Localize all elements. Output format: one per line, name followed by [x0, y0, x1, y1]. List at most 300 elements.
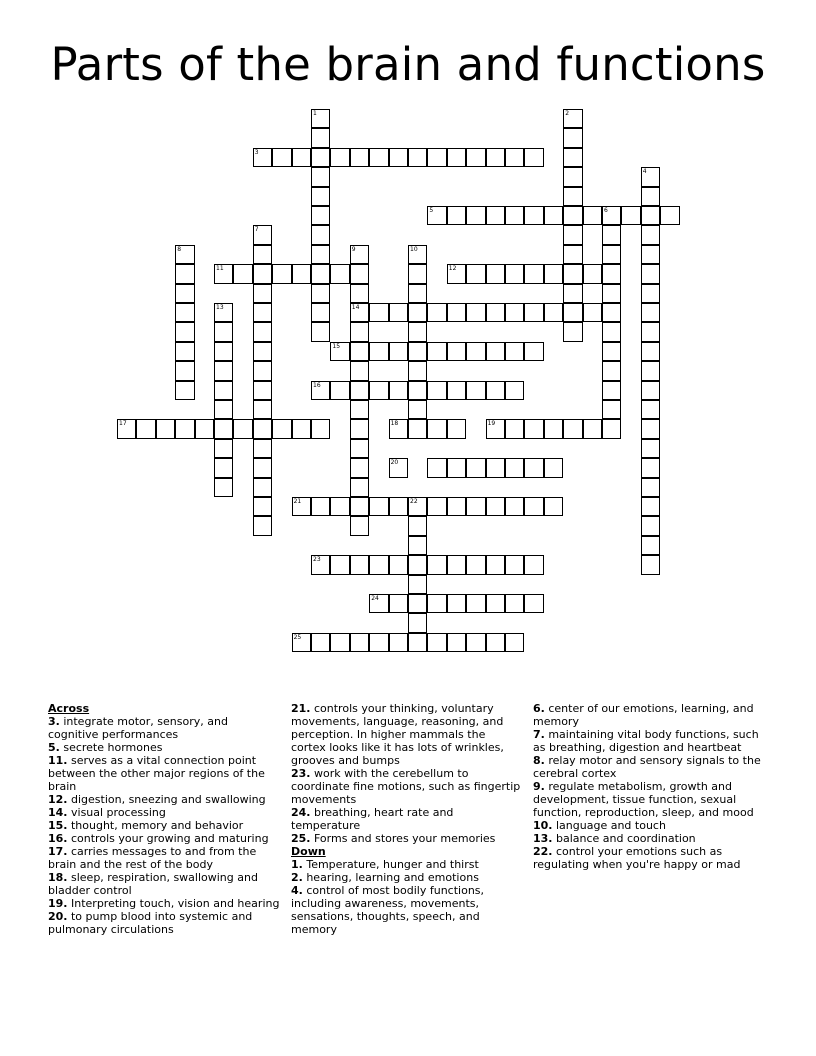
grid-cell[interactable] [389, 303, 408, 322]
grid-cell[interactable] [505, 342, 524, 361]
grid-cell[interactable] [350, 322, 369, 341]
grid-cell[interactable] [583, 303, 602, 322]
grid-cell[interactable] [447, 148, 466, 167]
grid-cell[interactable] [311, 245, 330, 264]
grid-cell[interactable] [563, 187, 582, 206]
grid-cell[interactable] [427, 303, 446, 322]
grid-cell[interactable] [486, 594, 505, 613]
grid-cell[interactable] [136, 419, 155, 438]
grid-cell[interactable] [602, 225, 621, 244]
grid-cell[interactable] [253, 148, 272, 167]
clue-item [48, 910, 280, 936]
grid-cell[interactable] [524, 342, 543, 361]
grid-cell[interactable] [641, 478, 660, 497]
grid-cell[interactable] [350, 516, 369, 535]
clue-item [48, 793, 280, 806]
grid-cell[interactable] [311, 497, 330, 516]
grid-cell[interactable] [350, 361, 369, 380]
grid-cell[interactable] [641, 516, 660, 535]
grid-cell[interactable] [330, 342, 349, 361]
grid-cell[interactable] [369, 633, 388, 652]
clue-number-label: 7. [533, 728, 545, 741]
grid-cell[interactable] [641, 439, 660, 458]
clue-number-label: 10. [533, 819, 553, 832]
grid-cell[interactable] [466, 497, 485, 516]
grid-cell[interactable] [330, 264, 349, 283]
grid-cell[interactable] [641, 303, 660, 322]
grid-cell[interactable] [292, 497, 311, 516]
grid-cell[interactable] [350, 439, 369, 458]
grid-cell[interactable] [505, 206, 524, 225]
grid-cell[interactable] [427, 497, 446, 516]
grid-cell[interactable] [563, 206, 582, 225]
grid-cell[interactable] [505, 303, 524, 322]
grid-cell[interactable] [563, 284, 582, 303]
grid-cell[interactable] [311, 167, 330, 186]
grid-cell[interactable] [350, 284, 369, 303]
grid-cell[interactable] [330, 633, 349, 652]
grid-cell[interactable] [427, 458, 446, 477]
grid-cell[interactable] [253, 497, 272, 516]
grid-cell[interactable] [602, 206, 621, 225]
grid-cell[interactable] [214, 400, 233, 419]
grid-cell[interactable] [524, 264, 543, 283]
grid-cell[interactable] [311, 322, 330, 341]
grid-cell[interactable] [486, 633, 505, 652]
clue-number-label: 19. [48, 897, 68, 910]
grid-cell[interactable] [408, 419, 427, 438]
grid-cell[interactable] [350, 342, 369, 361]
grid-cell[interactable] [408, 594, 427, 613]
grid-cell[interactable] [486, 458, 505, 477]
grid-cell[interactable] [253, 400, 272, 419]
grid-cell[interactable] [272, 419, 291, 438]
grid-cell[interactable] [408, 342, 427, 361]
grid-cell[interactable] [544, 419, 563, 438]
grid-cell[interactable] [563, 245, 582, 264]
grid-cell[interactable] [175, 322, 194, 341]
grid-cell[interactable] [486, 148, 505, 167]
grid-cell[interactable] [292, 633, 311, 652]
grid-cell[interactable] [466, 381, 485, 400]
grid-cell[interactable] [602, 284, 621, 303]
grid-cell[interactable] [505, 594, 524, 613]
grid-cell[interactable] [486, 497, 505, 516]
grid-cell[interactable] [253, 342, 272, 361]
grid-cell[interactable] [408, 303, 427, 322]
clue-text: Forms and stores your memories [310, 832, 496, 845]
grid-cell[interactable] [408, 322, 427, 341]
grid-cell[interactable] [175, 419, 194, 438]
grid-cell[interactable] [524, 458, 543, 477]
grid-cell[interactable] [214, 322, 233, 341]
grid-cell[interactable] [408, 497, 427, 516]
clue-item [291, 702, 523, 767]
grid-cell[interactable] [486, 555, 505, 574]
grid-cell[interactable] [350, 458, 369, 477]
grid-cell[interactable] [311, 633, 330, 652]
grid-cell[interactable] [350, 478, 369, 497]
grid-cell[interactable] [350, 303, 369, 322]
grid-cell[interactable] [311, 381, 330, 400]
grid-cell[interactable] [486, 303, 505, 322]
grid-cell[interactable] [408, 575, 427, 594]
grid-cell[interactable] [466, 555, 485, 574]
grid-cell[interactable] [330, 555, 349, 574]
grid-cell[interactable] [447, 458, 466, 477]
grid-cell[interactable] [408, 264, 427, 283]
grid-cell[interactable] [466, 303, 485, 322]
clue-number-label: 3. [48, 715, 60, 728]
grid-cell[interactable] [602, 419, 621, 438]
grid-cell[interactable] [524, 594, 543, 613]
grid-cell[interactable] [389, 342, 408, 361]
grid-cell[interactable] [660, 206, 679, 225]
clue-text: carries messages to and from the brain and the rest of the body [48, 845, 257, 871]
grid-cell[interactable] [272, 264, 291, 283]
grid-cell[interactable] [583, 264, 602, 283]
clue-number-label: 1. [291, 858, 303, 871]
grid-cell[interactable] [214, 381, 233, 400]
grid-cell[interactable] [447, 303, 466, 322]
grid-cell[interactable] [641, 342, 660, 361]
grid-cell[interactable] [214, 303, 233, 322]
grid-cell[interactable] [175, 284, 194, 303]
grid-cell[interactable] [505, 264, 524, 283]
clue-text: integrate motor, sensory, and cognitive performances [48, 715, 228, 741]
grid-cell[interactable] [253, 381, 272, 400]
clue-text: secrete hormones [59, 741, 163, 754]
grid-cell[interactable] [369, 303, 388, 322]
grid-cell[interactable] [214, 342, 233, 361]
grid-cell[interactable] [350, 400, 369, 419]
grid-cell[interactable] [602, 381, 621, 400]
grid-cell[interactable] [505, 497, 524, 516]
clue-number-label: 22. [533, 845, 553, 858]
grid-cell[interactable] [389, 419, 408, 438]
grid-cell[interactable] [117, 419, 136, 438]
clue-number: 6 [604, 207, 608, 214]
grid-cell[interactable] [505, 633, 524, 652]
clue-item [533, 702, 773, 728]
grid-cell[interactable] [311, 128, 330, 147]
clue-item [291, 832, 523, 845]
grid-cell[interactable] [369, 148, 388, 167]
grid-cell[interactable] [272, 148, 291, 167]
grid-cell[interactable] [408, 555, 427, 574]
grid-cell[interactable] [447, 594, 466, 613]
grid-cell[interactable] [253, 419, 272, 438]
grid-cell[interactable] [350, 419, 369, 438]
grid-cell[interactable] [311, 148, 330, 167]
grid-cell[interactable] [311, 303, 330, 322]
grid-cell[interactable] [253, 458, 272, 477]
grid-cell[interactable] [214, 264, 233, 283]
grid-cell[interactable] [583, 419, 602, 438]
grid-cell[interactable] [408, 400, 427, 419]
grid-cell[interactable] [563, 419, 582, 438]
grid-cell[interactable] [641, 400, 660, 419]
grid-cell[interactable] [641, 555, 660, 574]
grid-cell[interactable] [544, 458, 563, 477]
grid-cell[interactable] [292, 264, 311, 283]
clue-number-label: 6. [533, 702, 545, 715]
clue-item [48, 741, 280, 754]
grid-cell[interactable] [602, 322, 621, 341]
grid-cell[interactable] [253, 225, 272, 244]
grid-cell[interactable] [466, 264, 485, 283]
clue-number-label: 21. [291, 702, 311, 715]
grid-cell[interactable] [408, 284, 427, 303]
clue-number-label: 8. [533, 754, 545, 767]
grid-cell[interactable] [524, 497, 543, 516]
grid-cell[interactable] [427, 594, 446, 613]
grid-cell[interactable] [602, 264, 621, 283]
grid-cell[interactable] [563, 322, 582, 341]
grid-cell[interactable] [253, 322, 272, 341]
grid-cell[interactable] [563, 264, 582, 283]
grid-cell[interactable] [292, 148, 311, 167]
grid-cell[interactable] [253, 264, 272, 283]
grid-cell[interactable] [466, 594, 485, 613]
grid-cell[interactable] [311, 109, 330, 128]
grid-cell[interactable] [389, 458, 408, 477]
grid-cell[interactable] [408, 516, 427, 535]
grid-cell[interactable] [175, 264, 194, 283]
grid-cell[interactable] [447, 555, 466, 574]
clue-item [291, 884, 523, 936]
grid-cell[interactable] [524, 555, 543, 574]
grid-cell[interactable] [292, 419, 311, 438]
grid-cell[interactable] [602, 342, 621, 361]
grid-cell[interactable] [641, 167, 660, 186]
grid-cell[interactable] [641, 497, 660, 516]
clue-item [291, 806, 523, 832]
grid-cell[interactable] [447, 342, 466, 361]
clues-column-2 [291, 702, 523, 936]
grid-cell[interactable] [524, 148, 543, 167]
grid-cell[interactable] [486, 419, 505, 438]
grid-cell[interactable] [602, 400, 621, 419]
grid-cell[interactable] [408, 361, 427, 380]
grid-cell[interactable] [486, 206, 505, 225]
grid-cell[interactable] [641, 536, 660, 555]
grid-cell[interactable] [583, 206, 602, 225]
grid-cell[interactable] [408, 536, 427, 555]
grid-cell[interactable] [389, 633, 408, 652]
grid-cell[interactable] [214, 419, 233, 438]
grid-cell[interactable] [156, 419, 175, 438]
grid-cell[interactable] [350, 245, 369, 264]
grid-cell[interactable] [641, 419, 660, 438]
grid-cell[interactable] [253, 439, 272, 458]
grid-cell[interactable] [563, 148, 582, 167]
grid-cell[interactable] [233, 264, 252, 283]
grid-cell[interactable] [641, 206, 660, 225]
grid-cell[interactable] [505, 381, 524, 400]
grid-cell[interactable] [447, 633, 466, 652]
clue-number-label: 4. [291, 884, 303, 897]
grid-cell[interactable] [486, 381, 505, 400]
grid-cell[interactable] [641, 381, 660, 400]
grid-cell[interactable] [563, 128, 582, 147]
grid-cell[interactable] [350, 497, 369, 516]
grid-cell[interactable] [447, 206, 466, 225]
clue-number-label: 11. [48, 754, 68, 767]
grid-cell[interactable] [602, 245, 621, 264]
grid-cell[interactable] [175, 361, 194, 380]
grid-cell[interactable] [447, 381, 466, 400]
grid-cell[interactable] [369, 594, 388, 613]
grid-cell[interactable] [563, 167, 582, 186]
grid-cell[interactable] [175, 342, 194, 361]
clue-number: 17 [119, 420, 127, 428]
clue-number: 9 [351, 245, 356, 253]
grid-cell[interactable] [641, 225, 660, 244]
clue-number: 2 [565, 110, 570, 117]
grid-cell[interactable] [427, 633, 446, 652]
grid-cell[interactable] [214, 458, 233, 477]
grid-cell[interactable] [427, 148, 446, 167]
grid-cell[interactable] [602, 361, 621, 380]
grid-cell[interactable] [544, 264, 563, 283]
grid-cell[interactable] [427, 555, 446, 574]
grid-cell[interactable] [389, 594, 408, 613]
grid-cell[interactable] [253, 361, 272, 380]
grid-cell[interactable] [563, 303, 582, 322]
grid-cell[interactable] [253, 284, 272, 303]
grid-cell[interactable] [175, 245, 194, 264]
clue-text: visual processing [67, 806, 166, 819]
grid-cell[interactable] [621, 206, 640, 225]
grid-cell[interactable] [253, 245, 272, 264]
grid-cell[interactable] [408, 245, 427, 264]
grid-cell[interactable] [311, 225, 330, 244]
grid-cell[interactable] [214, 478, 233, 497]
clue-number-label: 15. [48, 819, 68, 832]
grid-cell[interactable] [369, 555, 388, 574]
grid-cell[interactable] [330, 148, 349, 167]
grid-cell[interactable] [175, 303, 194, 322]
grid-cell[interactable] [389, 555, 408, 574]
grid-cell[interactable] [505, 555, 524, 574]
grid-cell[interactable] [408, 148, 427, 167]
grid-cell[interactable] [311, 555, 330, 574]
grid-cell[interactable] [641, 322, 660, 341]
grid-cell[interactable] [253, 516, 272, 535]
clue-item [48, 806, 280, 819]
grid-cell[interactable] [369, 342, 388, 361]
grid-cell[interactable] [311, 264, 330, 283]
grid-cell[interactable] [544, 497, 563, 516]
grid-cell[interactable] [466, 633, 485, 652]
clue-number: 1 [313, 110, 317, 117]
grid-cell[interactable] [505, 419, 524, 438]
grid-cell[interactable] [389, 381, 408, 400]
grid-cell[interactable] [350, 148, 369, 167]
grid-cell[interactable] [233, 419, 252, 438]
grid-cell[interactable] [641, 361, 660, 380]
clue-number-label: 13. [533, 832, 553, 845]
grid-cell[interactable] [641, 187, 660, 206]
grid-cell[interactable] [330, 497, 349, 516]
grid-cell[interactable] [447, 419, 466, 438]
grid-cell[interactable] [641, 458, 660, 477]
grid-cell[interactable] [544, 206, 563, 225]
grid-cell[interactable] [330, 381, 349, 400]
grid-cell[interactable] [466, 148, 485, 167]
grid-cell[interactable] [389, 148, 408, 167]
grid-cell[interactable] [427, 381, 446, 400]
clue-text: hearing, learning and emotions [302, 871, 479, 884]
grid-cell[interactable] [311, 187, 330, 206]
grid-cell[interactable] [253, 303, 272, 322]
grid-cell[interactable] [486, 342, 505, 361]
grid-cell[interactable] [369, 497, 388, 516]
grid-cell[interactable] [350, 264, 369, 283]
grid-cell[interactable] [350, 555, 369, 574]
clue-item [48, 871, 280, 897]
grid-cell[interactable] [408, 633, 427, 652]
grid-cell[interactable] [214, 361, 233, 380]
grid-cell[interactable] [408, 613, 427, 632]
grid-cell[interactable] [563, 225, 582, 244]
grid-cell[interactable] [641, 284, 660, 303]
clue-number-label: 16. [48, 832, 68, 845]
clue-text: Interpreting touch, vision and hearing [67, 897, 280, 910]
grid-cell[interactable] [466, 206, 485, 225]
grid-cell[interactable] [253, 478, 272, 497]
grid-cell[interactable] [427, 206, 446, 225]
grid-cell[interactable] [350, 381, 369, 400]
clue-text: center of our emotions, learning, and memory [533, 702, 754, 728]
grid-cell[interactable] [311, 419, 330, 438]
grid-cell[interactable] [447, 497, 466, 516]
grid-cell[interactable] [524, 206, 543, 225]
grid-cell[interactable] [408, 381, 427, 400]
grid-cell[interactable] [311, 206, 330, 225]
grid-cell[interactable] [544, 303, 563, 322]
clue-item [48, 832, 280, 845]
grid-cell[interactable] [641, 264, 660, 283]
grid-cell[interactable] [602, 303, 621, 322]
clue-text: balance and coordination [552, 832, 696, 845]
grid-cell[interactable] [524, 303, 543, 322]
grid-cell[interactable] [195, 419, 214, 438]
grid-cell[interactable] [214, 439, 233, 458]
grid-cell[interactable] [427, 419, 446, 438]
grid-cell[interactable] [563, 109, 582, 128]
grid-cell[interactable] [311, 284, 330, 303]
clues-column-3 [533, 702, 773, 871]
grid-cell[interactable] [447, 264, 466, 283]
grid-cell[interactable] [427, 342, 446, 361]
grid-cell[interactable] [389, 497, 408, 516]
grid-cell[interactable] [466, 458, 485, 477]
grid-cell[interactable] [175, 381, 194, 400]
grid-cell[interactable] [350, 633, 369, 652]
grid-cell[interactable] [524, 419, 543, 438]
grid-cell[interactable] [466, 342, 485, 361]
grid-cell[interactable] [369, 381, 388, 400]
clue-item [533, 754, 773, 780]
clue-number: 19 [487, 420, 496, 428]
grid-cell[interactable] [486, 264, 505, 283]
clue-number: 13 [216, 304, 224, 311]
grid-cell[interactable] [641, 245, 660, 264]
grid-cell[interactable] [505, 148, 524, 167]
grid-cell[interactable] [505, 458, 524, 477]
